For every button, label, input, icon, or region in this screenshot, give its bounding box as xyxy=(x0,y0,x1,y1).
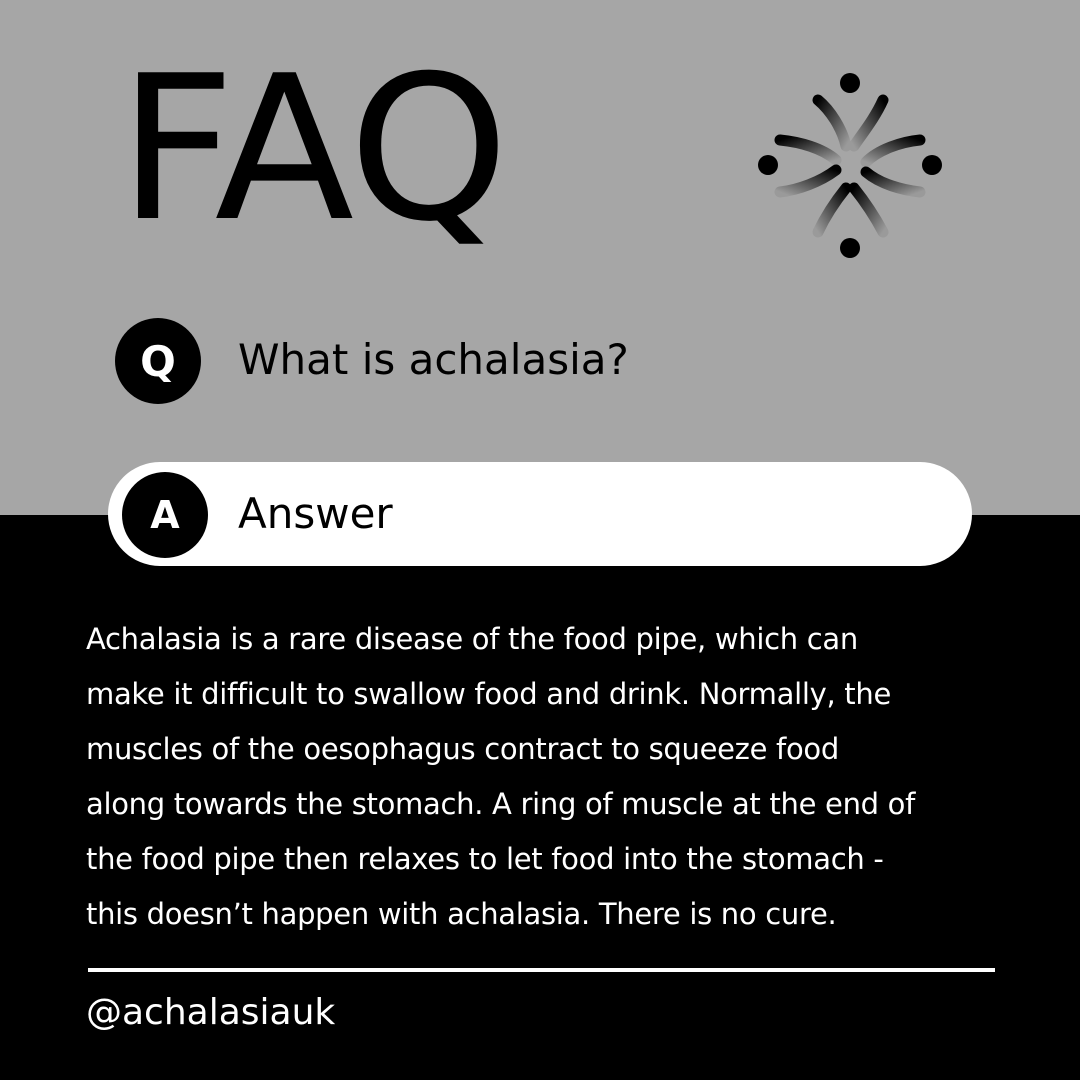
answer-line: along towards the stomach. A ring of muscle at the end of xyxy=(86,787,916,821)
answer-line: the food pipe then relaxes to let food into the stomach - xyxy=(86,842,884,876)
answer-body xyxy=(86,612,1016,942)
question-text: What is achalasia? xyxy=(238,335,629,384)
answer-badge: A xyxy=(122,472,208,558)
answer-header xyxy=(108,462,972,566)
answer-line: make it difficult to swallow food and drink. Normally, the xyxy=(86,677,891,711)
social-handle: @achalasiauk xyxy=(86,992,336,1033)
page-title: FAQ xyxy=(118,33,508,266)
flower-logo-icon xyxy=(750,70,950,265)
answer-line: Achalasia is a rare disease of the food pipe, which can xyxy=(86,622,858,656)
answer-label: Answer xyxy=(238,489,393,538)
answer-line: this doesn’t happen with achalasia. There is no cure. xyxy=(86,897,837,931)
divider xyxy=(88,968,995,972)
answer-line: muscles of the oesophagus contract to squeeze food xyxy=(86,732,839,766)
question-badge: Q xyxy=(115,318,201,404)
